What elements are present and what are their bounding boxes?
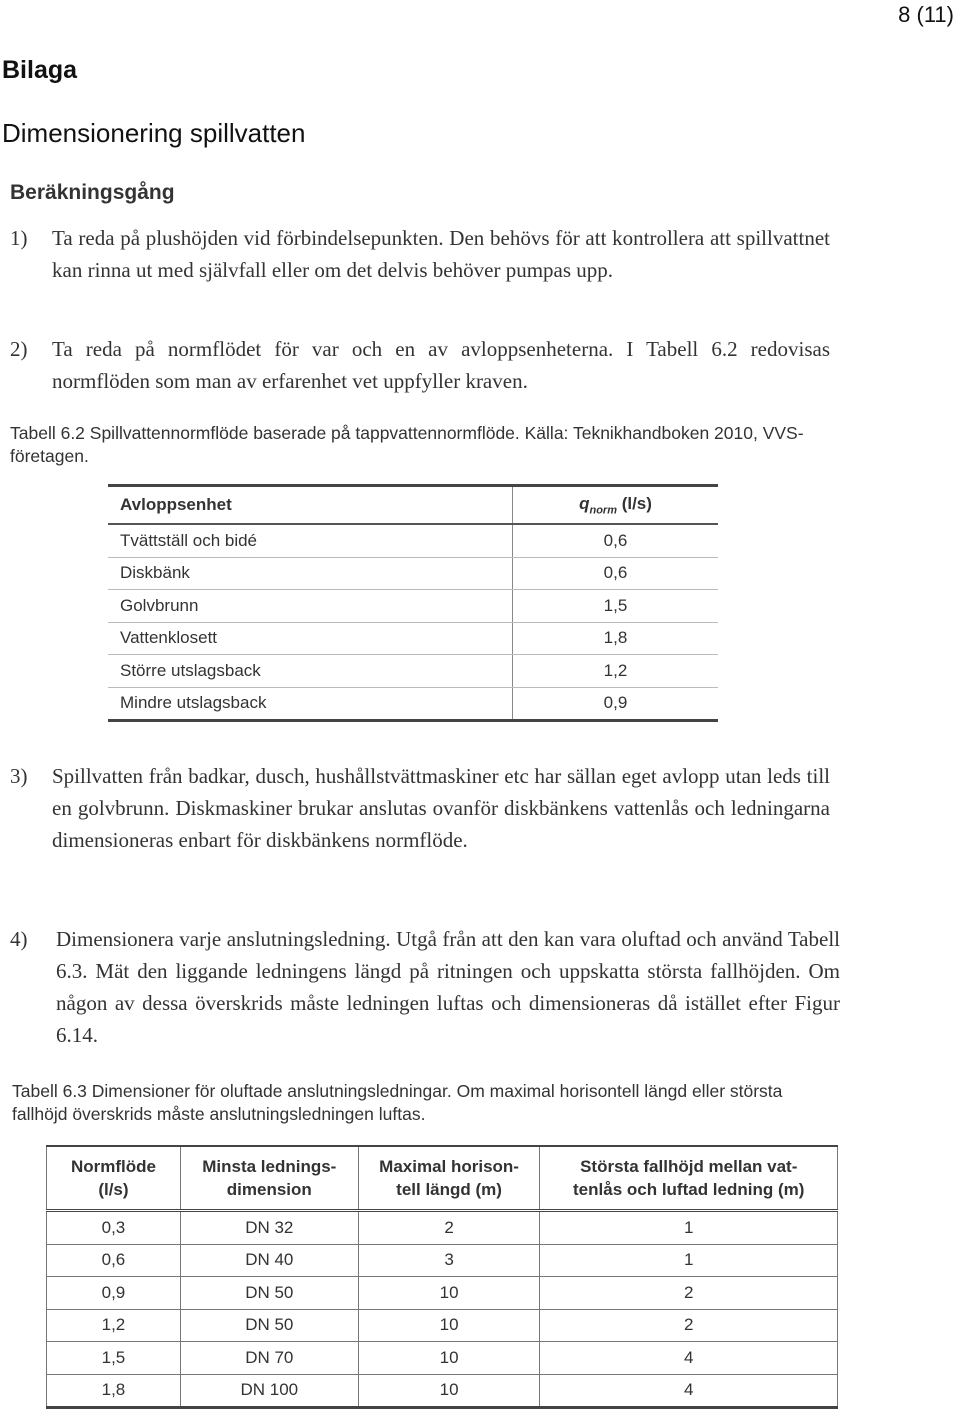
step-3 xyxy=(10,760,830,856)
cell-length: 10 xyxy=(358,1277,540,1310)
unit-name: Diskbänk xyxy=(108,557,513,590)
cell-length: 10 xyxy=(358,1309,540,1342)
cell-flow: 0,6 xyxy=(47,1244,181,1277)
table-row xyxy=(47,1374,838,1408)
section-heading: Bilaga xyxy=(2,56,78,84)
cell-fall: 4 xyxy=(540,1342,838,1375)
column-header-dimension xyxy=(180,1146,358,1211)
cell-flow: 0,3 xyxy=(47,1211,181,1245)
unit-name: Golvbrunn xyxy=(108,590,513,623)
cell-fall: 1 xyxy=(540,1211,838,1245)
table-row xyxy=(47,1211,838,1245)
step-number: 1) xyxy=(10,226,28,250)
cell-dimension: DN 40 xyxy=(180,1244,358,1277)
flow-value: 0,6 xyxy=(513,557,719,590)
column-header-qnorm xyxy=(513,486,719,525)
cell-dimension: DN 70 xyxy=(180,1342,358,1375)
step-number: 3) xyxy=(10,764,28,788)
unit-name: Tvättställ och bidé xyxy=(108,524,513,557)
cell-length: 10 xyxy=(358,1374,540,1408)
table-row xyxy=(47,1244,838,1277)
step-2 xyxy=(10,333,830,397)
steps-heading: Beräkningsgång xyxy=(10,181,175,204)
table-header-row xyxy=(108,486,718,525)
step-text: Dimensionera varje anslutningsledning. Utgå från att den kan vara oluftad och använd Tabell 6.3. Mät den liggande ledningens längd på ritningen och uppskatta största fallhöjden. Om någon av dessa överskrids måste ledningen luftas och dimensioneras då istället efter Figur 6.14. xyxy=(56,927,840,1047)
table-row xyxy=(108,655,718,688)
column-header-normflode xyxy=(47,1146,181,1211)
cell-length: 3 xyxy=(358,1244,540,1277)
norm-subscript: norm xyxy=(589,504,617,517)
flow-value: 0,6 xyxy=(513,524,719,557)
table-row xyxy=(47,1342,838,1375)
table-row xyxy=(47,1309,838,1342)
header-line: dimension xyxy=(226,1180,312,1199)
flow-value: 0,9 xyxy=(513,687,719,721)
step-number: 2) xyxy=(10,337,28,361)
cell-flow: 0,9 xyxy=(47,1277,181,1310)
document-title: Dimensionering spillvatten xyxy=(2,118,306,148)
cell-fall: 2 xyxy=(540,1309,838,1342)
header-line: tenlås och luftad ledning (m) xyxy=(573,1180,805,1199)
unit-name: Mindre utslagsback xyxy=(108,687,513,721)
column-header-avloppsenhet: Avloppsenhet xyxy=(108,486,513,525)
flow-value: 1,5 xyxy=(513,590,719,623)
step-4 xyxy=(10,923,840,1051)
step-text: Ta reda på normflödet för var och en av avloppsenheterna. I Tabell 6.2 redovisas normflöden som man av erfarenhet vet uppfyller kraven. xyxy=(52,337,830,393)
step-1 xyxy=(10,222,830,286)
cell-fall: 4 xyxy=(540,1374,838,1408)
header-line: tell längd (m) xyxy=(396,1180,502,1199)
header-line: Normflöde xyxy=(70,1157,156,1176)
cell-length: 2 xyxy=(358,1211,540,1245)
header-line: (l/s) xyxy=(98,1180,129,1199)
cell-dimension: DN 50 xyxy=(180,1277,358,1310)
unit-name: Större utslagsback xyxy=(108,655,513,688)
table-row xyxy=(108,557,718,590)
table-6-3 xyxy=(46,1145,838,1409)
flow-value: 1,2 xyxy=(513,655,719,688)
header-line: Största fallhöjd mellan vat- xyxy=(580,1157,798,1176)
cell-dimension: DN 50 xyxy=(180,1309,358,1342)
table-row xyxy=(108,622,718,655)
cell-flow: 1,5 xyxy=(47,1342,181,1375)
column-header-max-length xyxy=(358,1146,540,1211)
table-6-2 xyxy=(108,484,718,722)
cell-length: 10 xyxy=(358,1342,540,1375)
page-number: 8 (11) xyxy=(898,2,954,27)
table-row xyxy=(108,524,718,557)
flow-value: 1,8 xyxy=(513,622,719,655)
table-6-3-caption: Tabell 6.3 Dimensioner för oluftade anslutningsledningar. Om maximal horisontell längd eller största fallhöjd överskrids måste anslutningsledningen luftas. xyxy=(12,1081,783,1124)
header-line: Maximal horison- xyxy=(379,1157,519,1176)
cell-flow: 1,2 xyxy=(47,1309,181,1342)
step-number: 4) xyxy=(10,927,28,951)
q-symbol: q xyxy=(579,493,590,513)
cell-fall: 1 xyxy=(540,1244,838,1277)
unit-label: (l/s) xyxy=(616,493,652,513)
table-header-row xyxy=(47,1146,838,1211)
header-line: Minsta lednings- xyxy=(202,1157,337,1176)
unit-name: Vattenklosett xyxy=(108,622,513,655)
table-row xyxy=(47,1277,838,1310)
table-row xyxy=(108,590,718,623)
table-row xyxy=(108,687,718,721)
cell-dimension: DN 100 xyxy=(180,1374,358,1408)
step-text: Ta reda på plushöjden vid förbindelsepunkten. Den behövs för att kontrollera att spillvattnet kan rinna ut med självfall eller om det delvis behöver pumpas upp. xyxy=(52,226,830,282)
cell-fall: 2 xyxy=(540,1277,838,1310)
column-header-max-fall xyxy=(540,1146,838,1211)
table-6-2-caption: Tabell 6.2 Spillvattennormflöde baserade på tappvattennormflöde. Källa: Teknikhandboken 2010, VVS-företagen. xyxy=(10,423,804,466)
cell-dimension: DN 32 xyxy=(180,1211,358,1245)
cell-flow: 1,8 xyxy=(47,1374,181,1408)
step-text: Spillvatten från badkar, dusch, hushållstvättmaskiner etc har sällan eget avlopp utan leds till en golvbrunn. Diskmaskiner brukar anslutas ovanför diskbänkens vattenlås och ledningarna dimensioneras enbart för diskbänkens normflöde. xyxy=(52,764,830,852)
